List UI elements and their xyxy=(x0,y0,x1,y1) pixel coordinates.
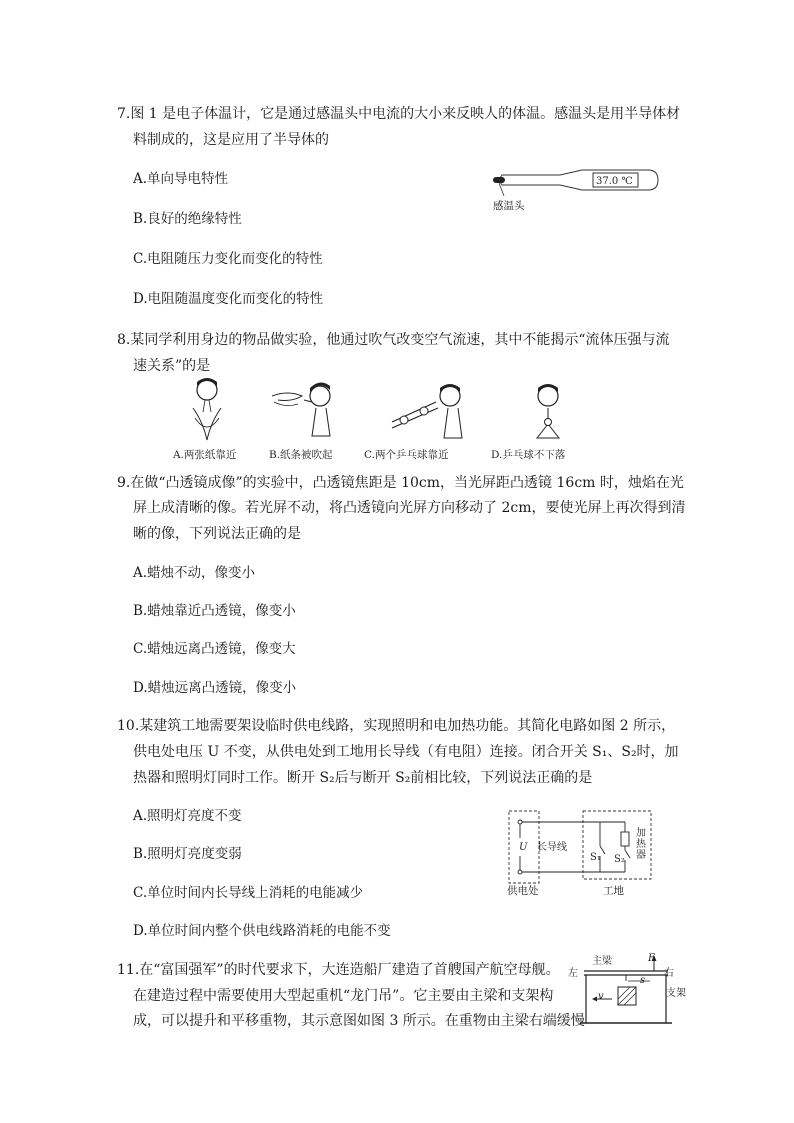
sensor-tip-icon xyxy=(493,177,505,183)
q10-option-a: A.照明灯亮度不变 xyxy=(133,808,242,824)
q9-option-c: C.蜡烛远离凸透镜，像变大 xyxy=(133,641,296,657)
circuit-diagram xyxy=(505,808,655,888)
q7-stem-line-1: 7.图 1 是电子体温计，它是通过感温头中电流的大小来反映人的体温。感温头是用半导体材 xyxy=(117,106,681,122)
q9-stem-line-2: 屏上成清晰的像。若光屏不动，将凸透镜向光屏方向移动了 2cm，要使光屏上再次得到清 xyxy=(133,500,686,516)
q7-option-b: B.良好的绝缘特性 xyxy=(133,211,242,227)
switch-s2-icon xyxy=(625,850,630,858)
q8-figure-d xyxy=(523,382,573,444)
crane-beam-label: 主梁 xyxy=(592,956,612,967)
q8-figure-c xyxy=(388,382,468,444)
q8-figure-b xyxy=(268,378,336,444)
circuit-supply-label: 供电处 xyxy=(507,885,539,897)
circuit-voltage-label: U xyxy=(519,842,528,853)
q10-stem-line-3: 热器和照明灯同时工作。断开 S₂后与断开 S₂前相比较，下列说法正确的是 xyxy=(133,770,593,786)
q11-stem-line-1: 11.在“富国强军”的时代要求下，大连造船厂建造了首艘国产航空母舰。 xyxy=(117,962,560,978)
q8-stem-line-1: 8.某同学利用身边的物品做实验，他通过吹气改变空气流速，其中不能揭示“流体压强与流 xyxy=(117,332,670,348)
heater-resistor-icon xyxy=(621,832,629,846)
thermometer-reading: 37.0 ℃ xyxy=(596,176,633,187)
q9-option-b: B.蜡烛靠近凸透镜，像变小 xyxy=(133,603,296,619)
q7-stem-line-2: 料制成的，这是应用了半导体的 xyxy=(133,132,329,148)
q8-figure-a xyxy=(185,378,245,444)
crane-force-label: F xyxy=(648,953,655,964)
q8-caption-a: A.两张纸靠近 xyxy=(173,449,237,461)
q10-stem-line-2: 供电处电压 U 不变，从供电处到工地用长导线（有电阻）连接。闭合开关 S₁、S₂时，加 xyxy=(133,744,679,760)
q9-stem-line-3: 晰的像，下列说法正确的是 xyxy=(133,526,301,542)
q10-stem-line-1: 10.某建筑工地需要架设临时供电线路，实现照明和电加热功能。其简化电路如图 2 所示， xyxy=(117,718,676,734)
circuit-wire-label: 长导线 xyxy=(537,842,567,853)
circuit-site-label: 工地 xyxy=(603,885,624,897)
crane-right-label: 右 xyxy=(664,968,674,979)
crane-support-label: 支架 xyxy=(666,988,686,999)
crane-v-label: v xyxy=(598,991,604,1002)
circuit-s1-label: S₁ xyxy=(590,852,601,863)
q11-stem-line-3: 成，可以提升和平移重物，其示意图如图 3 所示。在重物由主梁右端缓慢 xyxy=(133,1013,585,1029)
q8-caption-c: C.两个乒乓球靠近 xyxy=(364,449,449,461)
q11-stem-line-2: 在建造过程中需要使用大型起重机“龙门吊”。它主要由主梁和支架构 xyxy=(133,988,554,1004)
sensor-label: 感温头 xyxy=(493,200,525,212)
q10-option-b: B.照明灯亮度变弱 xyxy=(133,846,242,862)
circuit-s2-label: S₂ xyxy=(614,854,625,865)
q9-stem-line-1: 9.在做“凸透镜成像”的实验中，凸透镜焦距是 10cm，当光屏距凸透镜 16cm 时，烛焰在光 xyxy=(117,475,684,491)
crane-left-label: 左 xyxy=(568,968,578,979)
q7-option-d: D.电阻随温度变化而变化的特性 xyxy=(133,291,324,307)
circuit-heater-label: 加热器 xyxy=(636,828,646,861)
q10-option-d: D.单位时间内整个供电线路消耗的电能不变 xyxy=(133,923,391,939)
q10-option-c: C.单位时间内长导线上消耗的电能减少 xyxy=(133,885,364,901)
q9-option-d: D.蜡烛远离凸透镜，像变小 xyxy=(133,680,297,696)
q8-caption-d: D.乒乓球不下落 xyxy=(491,449,566,461)
q7-option-c: C.电阻随压力变化而变化的特性 xyxy=(133,251,323,267)
crane-s-label: s xyxy=(640,975,646,986)
q7-option-a: A.单向导电特性 xyxy=(133,171,229,187)
q8-stem-line-2: 速关系”的是 xyxy=(133,358,211,374)
q9-option-a: A.蜡烛不动，像变小 xyxy=(133,565,256,581)
q8-caption-b: B.纸条被吹起 xyxy=(269,449,333,461)
